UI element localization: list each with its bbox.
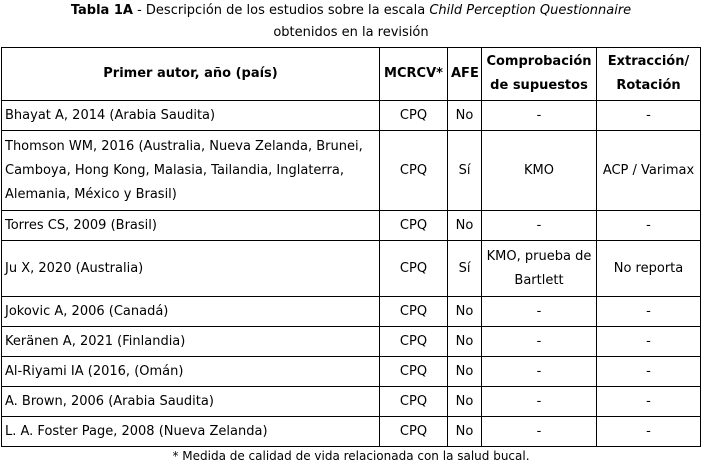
cell-mcrcv: CPQ [380, 131, 448, 211]
cell-afe: No [448, 417, 482, 447]
table-row [2, 101, 701, 131]
cell-extraccion: - [597, 357, 701, 387]
table-row [2, 297, 701, 327]
cell-extraccion: - [597, 417, 701, 447]
header-comprobacion: Comprobación de supuestos [482, 48, 597, 101]
cell-extraccion: - [597, 297, 701, 327]
cell-extraccion: - [597, 327, 701, 357]
cell-author: Thomson WM, 2016 (Australia, Nueva Zelanda, Brunei, Camboya, Hong Kong, Malasia, Tailandia, Inglaterra, Alemania, México y Brasil) [2, 131, 380, 211]
header-author: Primer autor, año (país) [2, 48, 380, 101]
cell-afe: No [448, 357, 482, 387]
cell-author: Torres CS, 2009 (Brasil) [2, 211, 380, 241]
cell-author: Al-Riyami IA (2016, (Omán) [2, 357, 380, 387]
cell-author: Keränen A, 2021 (Finlandia) [2, 327, 380, 357]
table-row [2, 357, 701, 387]
cell-mcrcv: CPQ [380, 211, 448, 241]
table-row [2, 131, 701, 211]
cell-comprobacion: - [482, 297, 597, 327]
table-header-row [2, 48, 701, 101]
cell-mcrcv: CPQ [380, 357, 448, 387]
cell-afe: No [448, 101, 482, 131]
table-row [2, 327, 701, 357]
caption-text: - Descripción de los estudios sobre la escala [132, 3, 430, 18]
cell-comprobacion: - [482, 327, 597, 357]
table-row [2, 211, 701, 241]
caption-label: Tabla 1A [70, 3, 133, 18]
cell-author: Jokovic A, 2006 (Canadá) [2, 297, 380, 327]
caption-line-1 [0, 0, 702, 22]
cell-afe: No [448, 297, 482, 327]
cell-comprobacion: - [482, 357, 597, 387]
cell-afe: No [448, 327, 482, 357]
cell-extraccion: ACP / Varimax [597, 131, 701, 211]
cell-author: Ju X, 2020 (Australia) [2, 241, 380, 297]
header-mcrcv: MCRCV* [380, 48, 448, 101]
cell-author: L. A. Foster Page, 2008 (Nueva Zelanda) [2, 417, 380, 447]
cell-comprobacion: - [482, 417, 597, 447]
cell-afe: No [448, 211, 482, 241]
cell-afe: No [448, 387, 482, 417]
cell-mcrcv: CPQ [380, 101, 448, 131]
cell-mcrcv: CPQ [380, 297, 448, 327]
cell-mcrcv: CPQ [380, 417, 448, 447]
cell-extraccion: - [597, 387, 701, 417]
table-row [2, 387, 701, 417]
cell-extraccion: - [597, 101, 701, 131]
table-caption [0, 0, 702, 44]
header-afe: AFE [448, 48, 482, 101]
cell-comprobacion: KMO [482, 131, 597, 211]
cell-comprobacion: - [482, 101, 597, 131]
cell-comprobacion: - [482, 387, 597, 417]
table-row [2, 241, 701, 297]
caption-italic-title: Child Perception Questionnaire [429, 3, 632, 18]
cell-mcrcv: CPQ [380, 327, 448, 357]
table-footnote: * Medida de calidad de vida relacionada con la salud bucal. [172, 449, 530, 463]
cell-comprobacion: KMO, prueba de Bartlett [482, 241, 597, 297]
cell-author: A. Brown, 2006 (Arabia Saudita) [2, 387, 380, 417]
table-row [2, 417, 701, 447]
cell-afe: Sí [448, 241, 482, 297]
cell-afe: Sí [448, 131, 482, 211]
studies-table [1, 47, 701, 447]
cell-extraccion: No reporta [597, 241, 701, 297]
cell-extraccion: - [597, 211, 701, 241]
caption-line-2: obtenidos en la revisión [273, 25, 429, 40]
cell-mcrcv: CPQ [380, 241, 448, 297]
cell-author: Bhayat A, 2014 (Arabia Saudita) [2, 101, 380, 131]
cell-comprobacion: - [482, 211, 597, 241]
cell-mcrcv: CPQ [380, 387, 448, 417]
header-extraccion: Extracción/ Rotación [597, 48, 701, 101]
